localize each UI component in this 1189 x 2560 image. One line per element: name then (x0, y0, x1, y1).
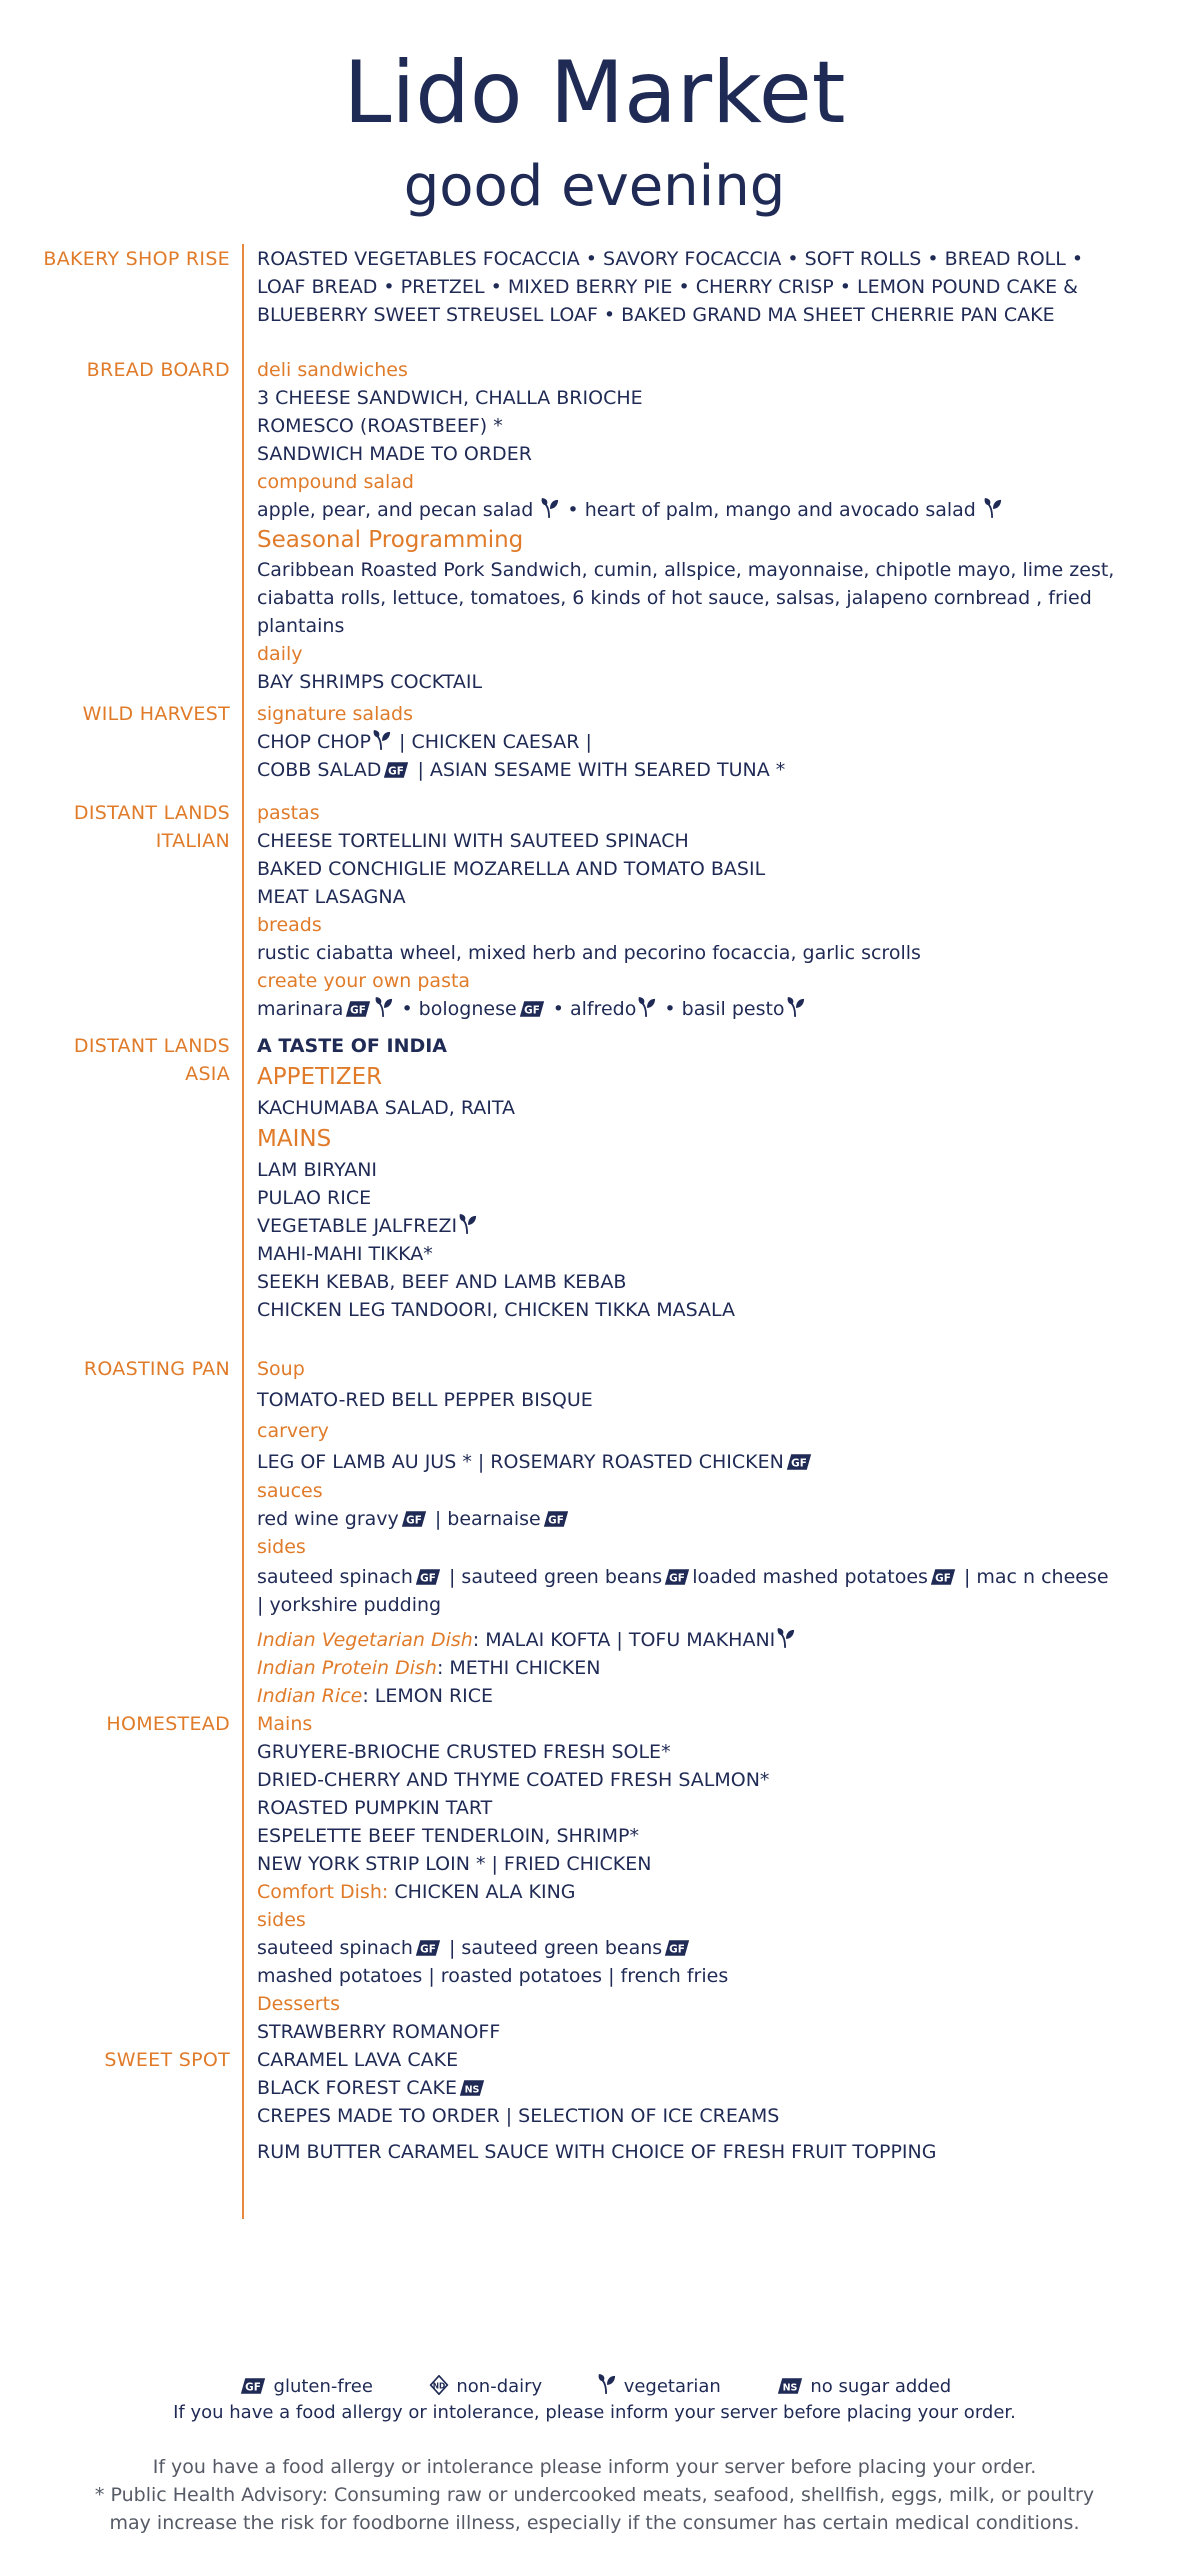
dish-label: Indian Rice (257, 1685, 363, 1707)
menu-item: | sauteed green beans (448, 1566, 663, 1588)
mains-title: MAINS (257, 1126, 332, 1152)
soup-title: Soup (257, 1358, 305, 1380)
menu-item: CREPES MADE TO ORDER | SELECTION OF ICE CREAMS (257, 2105, 780, 2127)
menu-item: RUM BUTTER CARAMEL SAUCE WITH CHOICE OF FRESH FRUIT TOPPING (257, 2141, 937, 2163)
compound-salad-items (257, 496, 1157, 527)
menu-item: | mac n cheese (963, 1566, 1109, 1588)
menu-item: SANDWICH MADE TO ORDER (257, 443, 532, 465)
carvery-items (257, 1448, 1157, 1479)
carvery-title: carvery (257, 1420, 329, 1442)
menu-item: • alfredo (552, 998, 637, 1020)
menu-item: : LEMON RICE (362, 1685, 494, 1707)
menu-item: : MALAI KOFTA | TOFU MAKHANI (472, 1629, 776, 1651)
menu-item: NEW YORK STRIP LOIN * | FRIED CHICKEN (257, 1853, 652, 1875)
footer-allergy: If you have a food allergy or intolerance please inform your server before placing your order. (152, 2456, 1037, 2478)
signature-salads-line-2 (257, 756, 1157, 787)
page-subtitle: good evening (403, 154, 786, 219)
menu-item: red wine gravy (257, 1508, 399, 1530)
section-label-italian-2: ITALIAN (155, 830, 230, 852)
menu-item: BAKED CONCHIGLIE MOZARELLA AND TOMATO BASIL (257, 858, 766, 880)
section-label-italian-1: DISTANT LANDS (73, 802, 230, 824)
signature-salads-line-1 (257, 728, 1157, 759)
menu-item: sauteed spinach (257, 1566, 413, 1588)
daily-title: daily (257, 643, 303, 665)
page-title: Lido Market (343, 43, 846, 143)
menu-item: sauteed spinach (257, 1937, 413, 1959)
menu-item: BAY SHRIMPS COCKTAIL (257, 671, 483, 693)
comfort-dish (257, 1878, 1157, 1906)
sauces-items (257, 1505, 1157, 1536)
menu-item: PULAO RICE (257, 1187, 372, 1209)
gluten-free-icon (543, 1508, 569, 1536)
menu-item: rustic ciabatta wheel, mixed herb and pecorino focaccia, garlic scrolls (257, 942, 921, 964)
signature-salads-title: signature salads (257, 703, 413, 725)
menu-item: SEEKH KEBAB, BEEF AND LAMB KEBAB (257, 1271, 627, 1293)
menu-item: apple, pear, and pecan salad (257, 499, 534, 521)
menu-item: MAHI-MAHI TIKKA* (257, 1243, 433, 1265)
deli-sandwiches-title: deli sandwiches (257, 359, 408, 381)
gluten-free-icon (786, 1451, 812, 1479)
gluten-free-icon (519, 998, 545, 1026)
section-label-sweet-spot: SWEET SPOT (104, 2049, 230, 2071)
gluten-free-icon (345, 998, 371, 1026)
menu-item: KACHUMABA SALAD, RAITA (257, 1097, 516, 1119)
menu-item: | ASIAN SESAME WITH SEARED TUNA * (417, 759, 786, 781)
legend-label: no sugar added (810, 2376, 952, 2397)
menu-item: ROASTED PUMPKIN TART (257, 1797, 493, 1819)
menu-item: VEGETABLE JALFREZI (257, 1215, 458, 1237)
menu-item: | sauteed green beans (448, 1937, 663, 1959)
menu-item: mashed potatoes | roasted potatoes | french fries (257, 1965, 729, 1987)
menu-item: GRUYERE-BRIOCHE CRUSTED FRESH SOLE* (257, 1741, 671, 1763)
menu-item: | yorkshire pudding (257, 1594, 442, 1616)
menu-item: • bolognese (401, 998, 517, 1020)
separator: • (567, 499, 579, 521)
menu-item: COBB SALAD (257, 759, 382, 781)
vegetarian-leaf-icon (984, 497, 1002, 527)
breads-title: breads (257, 914, 322, 936)
footer-advisory-2: may increase the risk for foodborne illness, especially if the consumer has certain medical conditions. (109, 2512, 1080, 2534)
dish-label: Comfort Dish: (257, 1881, 395, 1903)
seasonal-programming-title: Seasonal Programming (257, 527, 524, 553)
menu-item: marinara (257, 998, 344, 1020)
menu-item: ROMESCO (ROASTBEEF) * (257, 415, 503, 437)
section-label-bread-board: BREAD BOARD (86, 359, 230, 381)
legend-non-dairy (427, 2374, 543, 2403)
menu-item: STRAWBERRY ROMANOFF (257, 2021, 501, 2043)
legend-label: gluten-free (273, 2376, 373, 2397)
sides-items (257, 1563, 1157, 1594)
section-label-bakery: BAKERY SHOP RISE (43, 248, 230, 270)
homestead-sides-title: sides (257, 1909, 306, 1931)
section-divider-line (242, 244, 244, 2219)
compound-salad-title: compound salad (257, 471, 414, 493)
indian-rice (257, 1682, 1157, 1710)
create-your-own-pasta-title: create your own pasta (257, 970, 471, 992)
menu-item: : METHI CHICKEN (436, 1657, 601, 1679)
menu-item: loaded mashed potatoes (692, 1566, 928, 1588)
gluten-free-icon (415, 1937, 441, 1965)
section-label-asia-2: ASIA (185, 1063, 230, 1085)
footer-advisory-1: * Public Health Advisory: Consuming raw or undercooked meats, seafood, shellfish, eggs, milk, or poultry (94, 2484, 1095, 2506)
legend-vegetarian (596, 2373, 721, 2403)
vegetarian-leaf-icon (777, 1627, 795, 1657)
taste-of-india-heading: A TASTE OF INDIA (257, 1035, 448, 1057)
dish-label: Indian Vegetarian Dish (257, 1629, 473, 1651)
menu-item: | bearnaise (434, 1508, 541, 1530)
vegetarian-leaf-icon (541, 497, 559, 527)
vegetarian-leaf-icon (787, 996, 805, 1026)
bakery-items: ROASTED VEGETABLES FOCACCIA • SAVORY FOCACCIA • SOFT ROLLS • BREAD ROLL • LOAF BREAD • PRETZEL • MIXED BERRY PIE • CHERRY CRISP • LEMON POUND CAKE & BLUEBERRY SWEET STREUSEL LOAF • BAKED GRAND MA SHEET CHERRIE PAN CAKE (257, 248, 1084, 326)
sauces-title: sauces (257, 1480, 323, 1502)
menu-item: • basil pesto (664, 998, 785, 1020)
menu-item: | CHICKEN CAESAR | (399, 731, 592, 753)
indian-protein-dish (257, 1654, 1157, 1682)
dish-label: Indian Protein Dish (257, 1657, 437, 1679)
menu-item: CHICKEN ALA KING (394, 1881, 576, 1903)
menu-item: CHEESE TORTELLINI WITH SAUTEED SPINACH (257, 830, 689, 852)
icon-legend (0, 2373, 1189, 2403)
section-label-asia-1: DISTANT LANDS (73, 1035, 230, 1057)
section-label-roasting-pan: ROASTING PAN (83, 1358, 230, 1380)
gluten-free-icon (401, 1508, 427, 1536)
vegetarian-leaf-icon (598, 2373, 616, 2403)
desserts-title: Desserts (257, 1993, 340, 2015)
pasta-sauces (257, 995, 1157, 1026)
gluten-free-icon (930, 1566, 956, 1594)
pastas-title: pastas (257, 802, 320, 824)
legend-label: non-dairy (456, 2376, 543, 2397)
menu-item: TOMATO-RED BELL PEPPER BISQUE (257, 1389, 593, 1411)
menu-item: CARAMEL LAVA CAKE (257, 2049, 459, 2071)
homestead-sides-items (257, 1934, 1157, 1965)
non-dairy-icon (429, 2375, 449, 2403)
menu-item: BLACK FOREST CAKE (257, 2077, 458, 2099)
menu-item: DRIED-CHERRY AND THYME COATED FRESH SALMON* (257, 1769, 770, 1791)
menu-item: ESPELETTE BEEF TENDERLOIN, SHRIMP* (257, 1825, 639, 1847)
menu-item: CHICKEN LEG TANDOORI, CHICKEN TIKKA MASALA (257, 1299, 736, 1321)
legend-no-sugar (775, 2374, 952, 2403)
gluten-free-icon (664, 1566, 690, 1594)
menu-item: heart of palm, mango and avocado salad (584, 499, 976, 521)
menu-item: 3 CHEESE SANDWICH, CHALLA BRIOCHE (257, 387, 643, 409)
homestead-mains-title: Mains (257, 1713, 313, 1735)
gluten-free-icon (664, 1937, 690, 1965)
sides-title: sides (257, 1536, 306, 1558)
appetizer-title: APPETIZER (257, 1064, 383, 1090)
allergy-note: If you have a food allergy or intolerance, please inform your server before placing your order. (173, 2402, 1016, 2423)
black-forest-cake (257, 2074, 1157, 2105)
menu-item: CHOP CHOP (257, 731, 371, 753)
menu-item-vegetable-jalfrezi (257, 1212, 1157, 1243)
section-label-homestead: HOMESTEAD (106, 1713, 230, 1735)
gluten-free-icon (415, 1566, 441, 1594)
seasonal-programming-text: Caribbean Roasted Pork Sandwich, cumin, allspice, mayonnaise, chipotle mayo, lime zest, ciabatta rolls, lettuce, tomatoes, 6 kinds of hot sauce, salsas, jalapeno cornbread , fried plantains (257, 559, 1115, 637)
no-sugar-icon (459, 2077, 485, 2105)
vegetarian-leaf-icon (373, 729, 391, 759)
vegetarian-leaf-icon (638, 996, 656, 1026)
vegetarian-leaf-icon (459, 1213, 477, 1243)
indian-vegetarian-dish (257, 1626, 1157, 1657)
menu-item: LEG OF LAMB AU JUS * | ROSEMARY ROASTED CHICKEN (257, 1451, 784, 1473)
legend-gluten-free (238, 2374, 373, 2403)
section-label-wild-harvest: WILD HARVEST (82, 703, 230, 725)
legend-label: vegetarian (623, 2376, 721, 2397)
gluten-free-icon (383, 759, 409, 787)
menu-item: LAM BIRYANI (257, 1159, 378, 1181)
vegetarian-leaf-icon (375, 996, 393, 1026)
menu-item: MEAT LASAGNA (257, 886, 406, 908)
